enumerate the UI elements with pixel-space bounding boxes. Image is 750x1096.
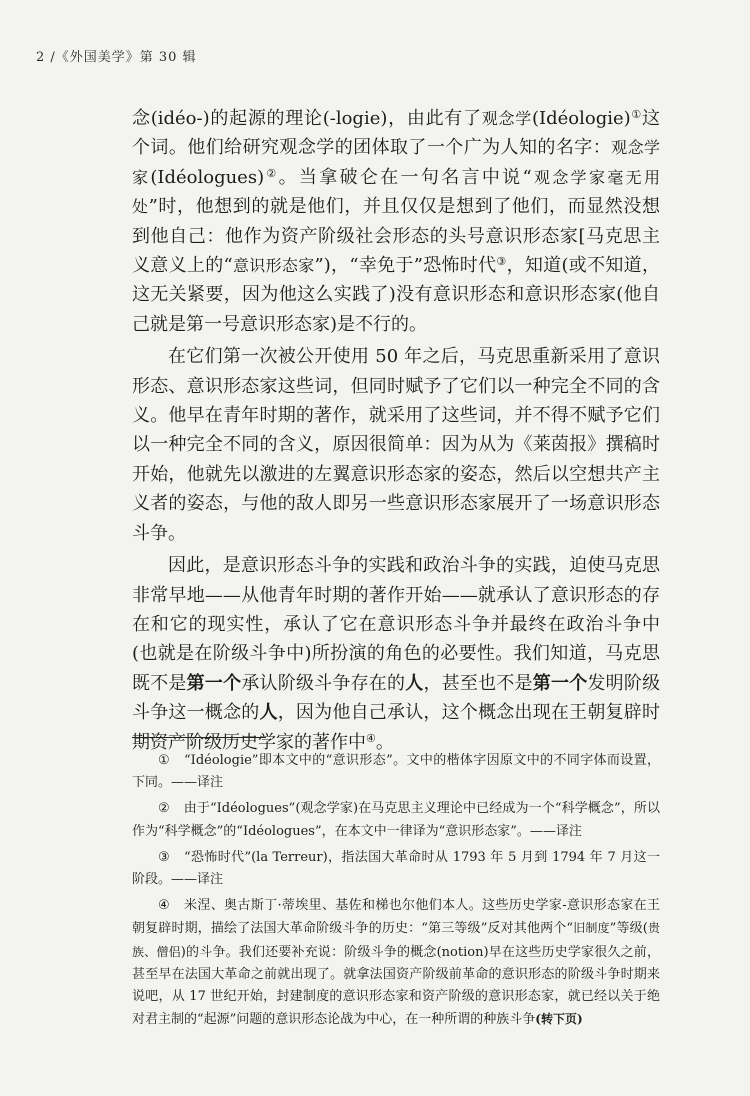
text-segment: ，知道(或不知道，这无关紧要，因为他这么实践了)没有意识形态和意识形态家(他自己就是第一号意识形态家)是不行的。 xyxy=(132,255,660,335)
footnote-text: ”等级( xyxy=(609,921,648,937)
bold-term: 人 xyxy=(405,672,424,694)
text-segment: ”)，“幸免于”恐怖时代 xyxy=(314,255,497,277)
text-segment: 。当拿破仑在一句名言中说“ xyxy=(278,166,532,188)
text-segment: ”时，他想到的就是他们，并且仅仅是想到了他们，而显然没想到他自己：他作为资产阶级社会形态的头号意识形态家[马克思主义意义上的“ xyxy=(132,196,660,277)
footnote-3 xyxy=(132,847,660,891)
text-segment: ，因为他自己承认，这个概念出现在王朝复辟时期资产阶级历史学家的著作中 xyxy=(132,702,661,753)
italic-term: 观念学家毫无用处 xyxy=(132,167,660,217)
paragraph-1 xyxy=(132,104,660,339)
running-head: 2 /《外国美学》第 30 辑 xyxy=(36,50,197,65)
footnotes xyxy=(132,750,660,1035)
footnote-number: ③ xyxy=(158,849,171,865)
footnote-text: )的斗争。我们还要补充说：阶级斗争的概念(notion)早在这些历史学家很久之前，甚至早在法国大革命之前就出现了。就拿法国资产阶级前革命的意识形态的阶级斗争时期来说吧，从 17 世纪开始，封建制度的意识形态家和资产阶级的意识形态家，就已经以关于绝对君主制的“起源”问题的意识形态论战为中心，在一种所谓的种族斗争 xyxy=(132,944,660,1028)
footnote-ref: ③ xyxy=(496,255,507,269)
footnote-number: ④ xyxy=(158,898,171,914)
footnote-number: ① xyxy=(158,753,171,768)
footnote-ref: ① xyxy=(630,108,642,121)
italic-term: 观念学家 xyxy=(132,138,660,187)
footnote-4 xyxy=(132,895,660,1031)
text-segment: 承认阶级斗争存在的 xyxy=(241,672,406,694)
footnote-separator xyxy=(132,737,266,738)
text-segment: 念(idéo-)的起源的理论(-logie)，由此有了 xyxy=(132,108,482,129)
bold-term: 人 xyxy=(259,702,278,724)
paragraph-3 xyxy=(132,551,660,757)
body-text xyxy=(132,104,660,757)
text-segment: 因此，是意识形态斗争的实践和政治斗争的实践，迫使马克思非常早地——从他青年时期的著作开始——就承认了意识形态的存在和它的现实性，承认了它在意识形态斗争并最终在政治斗争中(也就是在阶级斗争中)所扮演的角色的必要性。我们知道，马克思既不是 xyxy=(132,555,660,694)
footnote-ref: ④ xyxy=(366,731,376,745)
text-segment: (Idéologie) xyxy=(531,108,631,129)
italic-term: 旧制度 xyxy=(573,921,610,936)
footnote-ref: ② xyxy=(264,166,279,180)
italic-term: 贵族、僧侣 xyxy=(132,921,660,959)
text-segment: 这个词。他们给研究观念学的团体取了一个广为人知的名字： xyxy=(132,108,660,159)
text-segment: ，甚至也不是 xyxy=(423,672,533,694)
italic-term: 观念学 xyxy=(481,109,532,128)
text-segment: (Idéologues) xyxy=(150,166,265,188)
text-segment: 发明阶级斗争这一概念的 xyxy=(132,672,661,724)
footnote-text: “Idéologie”即本文中的“意识形态”。文中的楷体字因原文中的不同字体而设置，下同。——译注 xyxy=(132,753,661,791)
italic-term: 意识形态家 xyxy=(232,256,315,276)
continued-marker: (转下页) xyxy=(535,1012,583,1027)
bold-term: 第一个 xyxy=(532,672,588,694)
footnote-1 xyxy=(132,750,660,794)
footnote-2 xyxy=(132,798,660,842)
paragraph-2: 在它们第一次被公开使用 50 年之后，马克思重新采用了意识形态、意识形态家这些词，但同时赋予了它们以一种完全不同的含义。他早在青年时期的著作，就采用了这些词，并不得不赋予它们以一种完全不同的含义，原因很简单：因为从为《莱茵报》撰稿时开始，他就先以激进的左翼意识形态家的姿态，然后以空想共产主义者的姿态，与他的敌人即另一些意识形态家展开了一场意识形态斗争。 xyxy=(132,346,660,544)
footnote-text: 由于“Idéologues”(观念学家)在马克思主义理论中已经成为一个“科学概念”，所以作为“科学概念”的“Idéologues”，在本文中一律译为“意识形态家”。——译注 xyxy=(132,801,661,839)
text-segment: 。 xyxy=(375,731,394,753)
footnote-number: ② xyxy=(158,801,170,817)
bold-term: 第一个 xyxy=(186,672,242,694)
footnote-text: 米涅、奥古斯丁·蒂埃里、基佐和梯也尔他们本人。这些历史学家-意识形态家在王朝复辟时期，描绘了法国大革命阶级斗争的历史：“第三等级”反对其他两个“ xyxy=(132,898,661,937)
footnote-text: “恐怖时代”(la Terreur)，指法国大革命时从 1793 年 5 月到 1794 年 7 月这一阶段。——译注 xyxy=(132,849,660,888)
